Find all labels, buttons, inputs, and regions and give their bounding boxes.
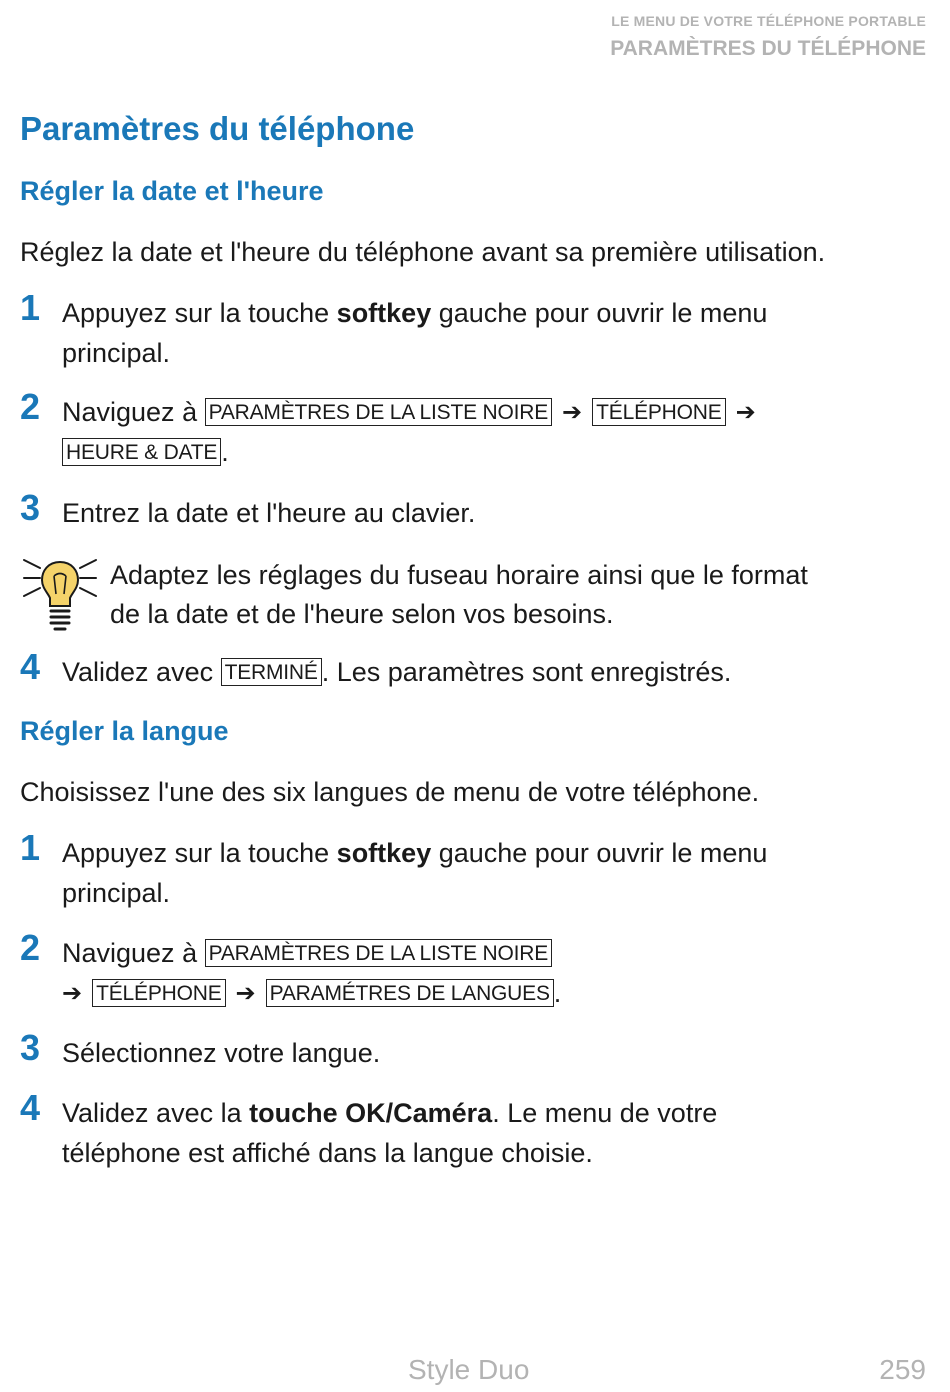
date-section-heading: Régler la date et l'heure — [20, 176, 324, 206]
arrow-right-icon: ➔ — [62, 980, 83, 1007]
arrow-right-icon: ➔ — [235, 980, 256, 1007]
step-number: 1 — [20, 827, 41, 868]
menu-key-telephone: TÉLÉPHONE — [592, 398, 725, 426]
page-header — [610, 12, 926, 64]
menu-key-blacklist-settings: PARAMÈTRES DE LA LISTE NOIRE — [205, 398, 552, 426]
menu-key-blacklist-settings: PARAMÈTRES DE LA LISTE NOIRE — [205, 939, 552, 967]
arrow-right-icon: ➔ — [735, 399, 756, 426]
footer-product-name: Style Duo — [408, 1354, 530, 1385]
step-number: 1 — [20, 287, 41, 328]
page-number: 259 — [879, 1354, 926, 1385]
step-number: 2 — [20, 386, 41, 427]
menu-key-done: TERMINÉ — [221, 658, 322, 686]
softkey-term: softkey — [336, 838, 432, 868]
lightbulb-icon — [20, 556, 100, 634]
chapter-title: LE MENU DE VOTRE TÉLÉPHONE PORTABLE — [611, 13, 926, 29]
page-title: Paramètres du téléphone — [20, 110, 415, 147]
language-section-intro: Choisissez l'une des six langues de menu de votre téléphone. — [20, 777, 760, 807]
softkey-term: softkey — [336, 298, 432, 328]
section-title: PARAMÈTRES DU TÉLÉPHONE — [610, 37, 926, 60]
date-section-intro: Réglez la date et l'heure du téléphone avant sa première utilisation. — [20, 237, 826, 267]
step-number: 2 — [20, 927, 41, 968]
menu-key-language-settings: PARAMÉTRES DE LANGUES — [266, 979, 554, 1007]
ok-camera-key-term: touche OK/Caméra — [249, 1098, 493, 1128]
step-number: 4 — [20, 646, 41, 687]
menu-key-time-date: HEURE & DATE — [62, 438, 221, 466]
arrow-right-icon: ➔ — [562, 399, 583, 426]
tip-note: Adaptez les réglages du fuseau horaire ainsi que le format de la date et de l'heure selon vos besoins. — [20, 556, 920, 636]
step-number: 3 — [20, 487, 41, 528]
menu-key-telephone: TÉLÉPHONE — [92, 979, 225, 1007]
language-section-heading: Régler la langue — [20, 716, 229, 746]
step-number: 3 — [20, 1027, 41, 1068]
step-number: 4 — [20, 1087, 41, 1128]
